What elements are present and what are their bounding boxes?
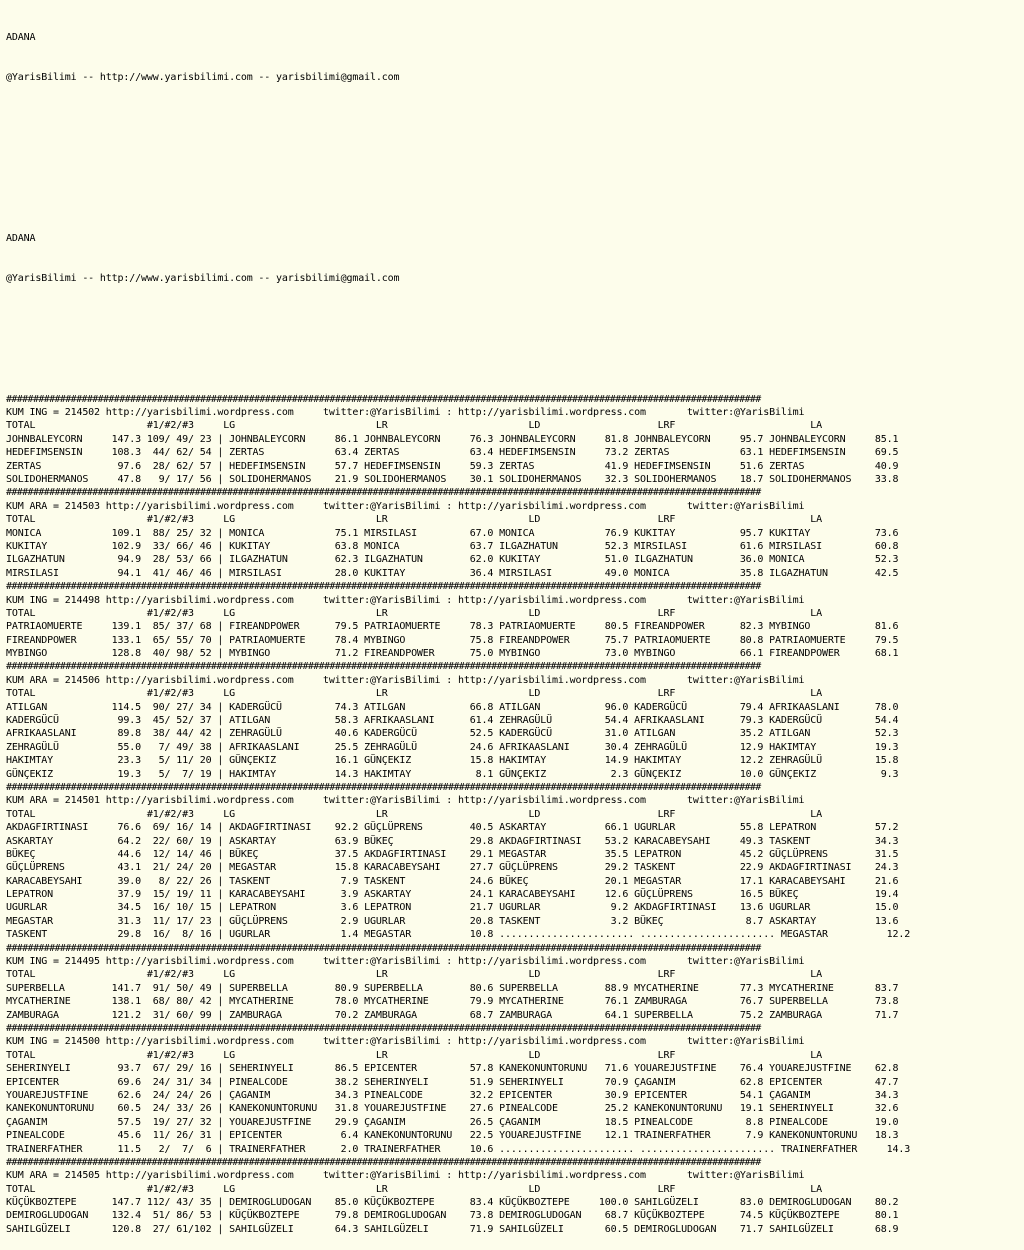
race-header: KUM ARA = 214506 http://yarisbilimi.wordpress.com twitter:@YarisBilimi : http://yarisbilimi.wordpress.com twitter:@YarisBilimi	[6, 674, 805, 686]
race-header: KUM ING = 214498 http://yarisbilimi.wordpress.com twitter:@YarisBilimi : http://yarisbilimi.wordpress.com twitter:@YarisBilimi	[6, 594, 805, 606]
race-header: KUM ING = 214502 http://yarisbilimi.wordpress.com twitter:@YarisBilimi : http://yarisbilimi.wordpress.com twitter:@YarisBilimi	[6, 407, 805, 419]
result-row: PINEALCODE 45.6 11/ 26/ 31 | EPICENTER 6.4 KANEKONUNTORUNU 22.5 YOUAREJUSTFINE 12.1 TRAINERFATHER 7.9 KANEKONUNTORUNU 18.3	[6, 1130, 899, 1142]
result-row: SEHERINYELI 93.7 67/ 29/ 16 | SEHERINYELI 86.5 EPICENTER 57.8 KANEKONUNTORUNU 71.6 YOUAREJUSTFINE 76.4 YOUAREJUSTFINE 62.8	[6, 1063, 899, 1075]
section-separator: ############################################################################################################################################	[6, 581, 761, 593]
result-row: MYBINGO 128.8 40/ 98/ 52 | MYBINGO 71.2 FIREANDPOWER 75.0 MYBINGO 73.0 MYBINGO 66.1 FIREANDPOWER 68.1	[6, 648, 899, 660]
result-row: ÇAGANIM 57.5 19/ 27/ 32 | YOUAREJUSTFINE 29.9 ÇAGANIM 26.5 ÇAGANIM 18.5 PINEALCODE 8.8 PINEALCODE 19.0	[6, 1116, 899, 1128]
result-row: KADERGÜCÜ 99.3 45/ 52/ 37 | ATILGAN 58.3 AFRIKAASLANI 61.4 ZEHRAGÜLÜ 54.4 AFRIKAASLANI 79.3 KADERGÜCÜ 54.4	[6, 715, 899, 727]
result-row: ZEHRAGÜLÜ 55.0 7/ 49/ 38 | AFRIKAASLANI 25.5 ZEHRAGÜLÜ 24.6 AFRIKAASLANI 30.4 ZEHRAGÜLÜ 12.9 HAKIMTAY 19.3	[6, 741, 899, 753]
result-row: MIRSILASI 94.1 41/ 46/ 46 | MIRSILASI 28.0 KUKITAY 36.4 MIRSILASI 49.0 MONICA 35.8 ILGAZHATUN 42.5	[6, 567, 899, 579]
column-header: TOTAL #1/#2/#3 LG LR LD LRF LA	[6, 420, 823, 432]
result-row: FIREANDPOWER 133.1 65/ 55/ 70 | PATRIAOMUERTE 78.4 MYBINGO 75.8 FIREANDPOWER 75.7 PATRIAOMUERTE 80.8 PATRIAOMUERTE 79.5	[6, 634, 899, 646]
result-row: YOUAREJUSTFINE 62.6 24/ 24/ 26 | ÇAGANIM 34.3 PINEALCODE 32.2 EPICENTER 30.9 EPICENTER 54.1 ÇAGANIM 34.3	[6, 1089, 899, 1101]
column-header: TOTAL #1/#2/#3 LG LR LD LRF LA	[6, 514, 823, 526]
result-row: KUKITAY 102.9 33/ 66/ 46 | KUKITAY 63.8 MONICA 63.7 ILGAZHATUN 52.3 MIRSILASI 61.6 MIRSILASI 60.8	[6, 540, 899, 552]
result-row: PATRIAOMUERTE 139.1 85/ 37/ 68 | FIREANDPOWER 79.5 PATRIAOMUERTE 78.3 PATRIAOMUERTE 80.5 FIREANDPOWER 82.3 MYBINGO 81.6	[6, 621, 899, 633]
result-row: AKDAGFIRTINASI 76.6 69/ 16/ 14 | AKDAGFIRTINASI 92.2 GÜÇLÜPRENS 40.5 ASKARTAY 66.1 UGURLAR 55.8 LEPATRON 57.2	[6, 822, 899, 834]
section-separator: ############################################################################################################################################	[6, 1156, 761, 1168]
blank-line	[6, 151, 1024, 164]
result-row: UGURLAR 34.5 16/ 10/ 15 | LEPATRON 3.6 LEPATRON 21.7 UGURLAR 9.2 AKDAGFIRTINASI 13.6 UGURLAR 15.0	[6, 902, 899, 914]
result-row: BÜKEÇ 44.6 12/ 14/ 46 | BÜKEÇ 37.5 AKDAGFIRTINASI 29.1 MEGASTAR 35.5 LEPATRON 45.2 GÜÇLÜPRENS 31.5	[6, 848, 899, 860]
result-row: KANEKONUNTORUNU 60.5 24/ 33/ 26 | KANEKONUNTORUNU 31.8 YOUAREJUSTFINE 27.6 PINEALCODE 25.2 KANEKONUNTORUNU 19.1 SEHERINYELI 32.6	[6, 1103, 899, 1115]
section-separator: ############################################################################################################################################	[6, 781, 761, 793]
race-header: KUM ARA = 214501 http://yarisbilimi.wordpress.com twitter:@YarisBilimi : http://yarisbilimi.wordpress.com twitter:@YarisBilimi	[6, 795, 805, 807]
blank-line	[6, 111, 1024, 124]
result-row: ASKARTAY 64.2 22/ 60/ 19 | ASKARTAY 63.9 BÜKEÇ 29.8 AKDAGFIRTINASI 53.2 KARACABEYSAHI 49.3 TASKENT 34.3	[6, 835, 899, 847]
section-separator: ############################################################################################################################################	[6, 1023, 761, 1034]
race-header: KUM ING = 214500 http://yarisbilimi.wordpress.com twitter:@YarisBilimi : http://yarisbilimi.wordpress.com twitter:@YarisBilimi	[6, 1036, 805, 1048]
result-row: KÜÇÜKBOZTEPE 147.7 112/ 43/ 35 | DEMIROGLUDOGAN 85.0 KÜÇÜKBOZTEPE 83.4 KÜÇÜKBOZTEPE 100.0 SAHILGÜZELI 83.0 DEMIROGLUDOGAN 80.2	[6, 1197, 899, 1209]
page-title-repeat: ADANA	[6, 232, 36, 244]
result-row: ZAMBURAGA 121.2 31/ 60/ 99 | ZAMBURAGA 70.2 ZAMBURAGA 68.7 ZAMBURAGA 64.1 SUPERBELLA 75.2 ZAMBURAGA 71.7	[6, 1009, 899, 1021]
result-row: ILGAZHATUN 94.9 28/ 53/ 66 | ILGAZHATUN 62.3 ILGAZHATUN 62.0 KUKITAY 51.0 ILGAZHATUN 36.0 MONICA 52.3	[6, 554, 899, 566]
result-row: ZERTAS 97.6 28/ 62/ 57 | HEDEFIMSENSIN 57.7 HEDEFIMSENSIN 59.3 ZERTAS 41.9 HEDEFIMSENSIN 51.6 ZERTAS 40.9	[6, 460, 899, 472]
race-header: KUM ING = 214495 http://yarisbilimi.wordpress.com twitter:@YarisBilimi : http://yarisbilimi.wordpress.com twitter:@YarisBilimi	[6, 956, 805, 968]
result-row: JOHNBALEYCORN 147.3 109/ 49/ 23 | JOHNBALEYCORN 86.1 JOHNBALEYCORN 76.3 JOHNBALEYCORN 81.8 JOHNBALEYCORN 95.7 JOHNBALEYCORN 85.1	[6, 433, 899, 445]
blank-line	[6, 352, 1024, 365]
result-row: ATILGAN 114.5 90/ 27/ 34 | KADERGÜCÜ 74.3 ATILGAN 66.8 ATILGAN 96.0 KADERGÜCÜ 79.4 AFRIKAASLANI 78.0	[6, 701, 899, 713]
race-header: KUM ARA = 214503 http://yarisbilimi.wordpress.com twitter:@YarisBilimi : http://yarisbilimi.wordpress.com twitter:@YarisBilimi	[6, 500, 805, 512]
column-header: TOTAL #1/#2/#3 LG LR LD LRF LA	[6, 1049, 823, 1061]
column-header: TOTAL #1/#2/#3 LG LR LD LRF LA	[6, 688, 823, 700]
section-separator: ############################################################################################################################################	[6, 661, 761, 673]
column-header: TOTAL #1/#2/#3 LG LR LD LRF LA	[6, 1183, 823, 1195]
result-row: MYCATHERINE 138.1 68/ 80/ 42 | MYCATHERINE 78.0 MYCATHERINE 79.9 MYCATHERINE 76.1 ZAMBURAGA 76.7 SUPERBELLA 73.8	[6, 996, 899, 1008]
column-header: TOTAL #1/#2/#3 LG LR LD LRF LA	[6, 808, 823, 820]
blank-line	[6, 312, 1024, 325]
result-row: SOLIDOHERMANOS 47.8 9/ 17/ 56 | SOLIDOHERMANOS 21.9 SOLIDOHERMANOS 30.1 SOLIDOHERMANOS 32.3 SOLIDOHERMANOS 18.7 SOLIDOHERMANOS 33.8	[6, 473, 899, 485]
column-header: TOTAL #1/#2/#3 LG LR LD LRF LA	[6, 607, 823, 619]
result-row: KARACABEYSAHI 39.0 8/ 22/ 26 | TASKENT 7.9 TASKENT 24.6 BÜKEÇ 20.1 MEGASTAR 17.1 KARACABEYSAHI 21.6	[6, 875, 899, 887]
race-sections	[6, 393, 1024, 1237]
result-row: GÜNÇEKIZ 19.3 5/ 7/ 19 | HAKIMTAY 14.3 HAKIMTAY 8.1 GÜNÇEKIZ 2.3 GÜNÇEKIZ 10.0 GÜNÇEKIZ 9.3	[6, 768, 899, 780]
result-row: TRAINERFATHER 11.5 2/ 7/ 6 | TRAINERFATHER 2.0 TRAINERFATHER 10.6 ....................... ....................... TRAINERFATHER 14.3	[6, 1143, 911, 1155]
result-row: DEMIROGLUDOGAN 132.4 51/ 86/ 53 | KÜÇÜKBOZTEPE 79.8 DEMIROGLUDOGAN 73.8 DEMIROGLUDOGAN 68.7 KÜÇÜKBOZTEPE 74.5 KÜÇÜKBOZTEPE 80.1	[6, 1210, 899, 1222]
result-row: TASKENT 29.8 16/ 8/ 16 | UGURLAR 1.4 MEGASTAR 10.8 ....................... ....................... MEGASTAR 12.2	[6, 929, 911, 941]
page-title: ADANA	[6, 31, 36, 43]
result-row: MONICA 109.1 88/ 25/ 32 | MONICA 75.1 MIRSILASI 67.0 MONICA 76.9 KUKITAY 95.7 KUKITAY 73.6	[6, 527, 899, 539]
result-row: HEDEFIMSENSIN 108.3 44/ 62/ 54 | ZERTAS 63.4 ZERTAS 63.4 HEDEFIMSENSIN 73.2 ZERTAS 63.1 HEDEFIMSENSIN 69.5	[6, 447, 899, 459]
section-separator: ############################################################################################################################################	[6, 942, 761, 954]
blank-line	[6, 192, 1024, 205]
result-row: LEPATRON 37.9 15/ 19/ 11 | KARACABEYSAHI 3.9 ASKARTAY 24.1 KARACABEYSAHI 12.6 GÜÇLÜPRENS 16.5 BÜKEÇ 19.4	[6, 889, 899, 901]
result-row: EPICENTER 69.6 24/ 31/ 34 | PINEALCODE 38.2 SEHERINYELI 51.9 SEHERINYELI 70.9 ÇAGANIM 62.8 EPICENTER 47.7	[6, 1076, 899, 1088]
result-row: SUPERBELLA 141.7 91/ 50/ 49 | SUPERBELLA 80.9 SUPERBELLA 80.6 SUPERBELLA 88.9 MYCATHERINE 77.3 MYCATHERINE 83.7	[6, 982, 899, 994]
result-row: HAKIMTAY 23.3 5/ 11/ 20 | GÜNÇEKIZ 16.1 GÜNÇEKIZ 15.8 HAKIMTAY 14.9 HAKIMTAY 12.2 ZEHRAGÜLÜ 15.8	[6, 755, 899, 767]
section-separator: ############################################################################################################################################	[6, 487, 761, 499]
section-separator: ############################################################################################################################################	[6, 393, 761, 405]
contact-line: @YarisBilimi -- http://www.yarisbilimi.com -- yarisbilimi@gmail.com	[6, 72, 400, 84]
race-header: KUM ARA = 214505 http://yarisbilimi.wordpress.com twitter:@YarisBilimi : http://yarisbilimi.wordpress.com twitter:@YarisBilimi	[6, 1170, 805, 1182]
result-row: SAHILGÜZELI 120.8 27/ 61/102 | SAHILGÜZELI 64.3 SAHILGÜZELI 71.9 SAHILGÜZELI 60.5 DEMIROGLUDOGAN 71.7 SAHILGÜZELI 68.9	[6, 1223, 899, 1235]
result-row: GÜÇLÜPRENS 43.1 21/ 24/ 20 | MEGASTAR 15.8 KARACABEYSAHI 27.7 GÜÇLÜPRENS 29.2 TASKENT 22.9 AKDAGFIRTINASI 24.3	[6, 862, 899, 874]
contact-line-repeat: @YarisBilimi -- http://www.yarisbilimi.com -- yarisbilimi@gmail.com	[6, 273, 400, 285]
column-header: TOTAL #1/#2/#3 LG LR LD LRF LA	[6, 969, 823, 981]
result-row: MEGASTAR 31.3 11/ 17/ 23 | GÜÇLÜPRENS 2.9 UGURLAR 20.8 TASKENT 3.2 BÜKEÇ 8.7 ASKARTAY 13.6	[6, 915, 899, 927]
result-row: AFRIKAASLANI 89.8 38/ 44/ 42 | ZEHRAGÜLÜ 40.6 KADERGÜCÜ 52.5 KADERGÜCÜ 31.0 ATILGAN 35.2 ATILGAN 52.3	[6, 728, 899, 740]
